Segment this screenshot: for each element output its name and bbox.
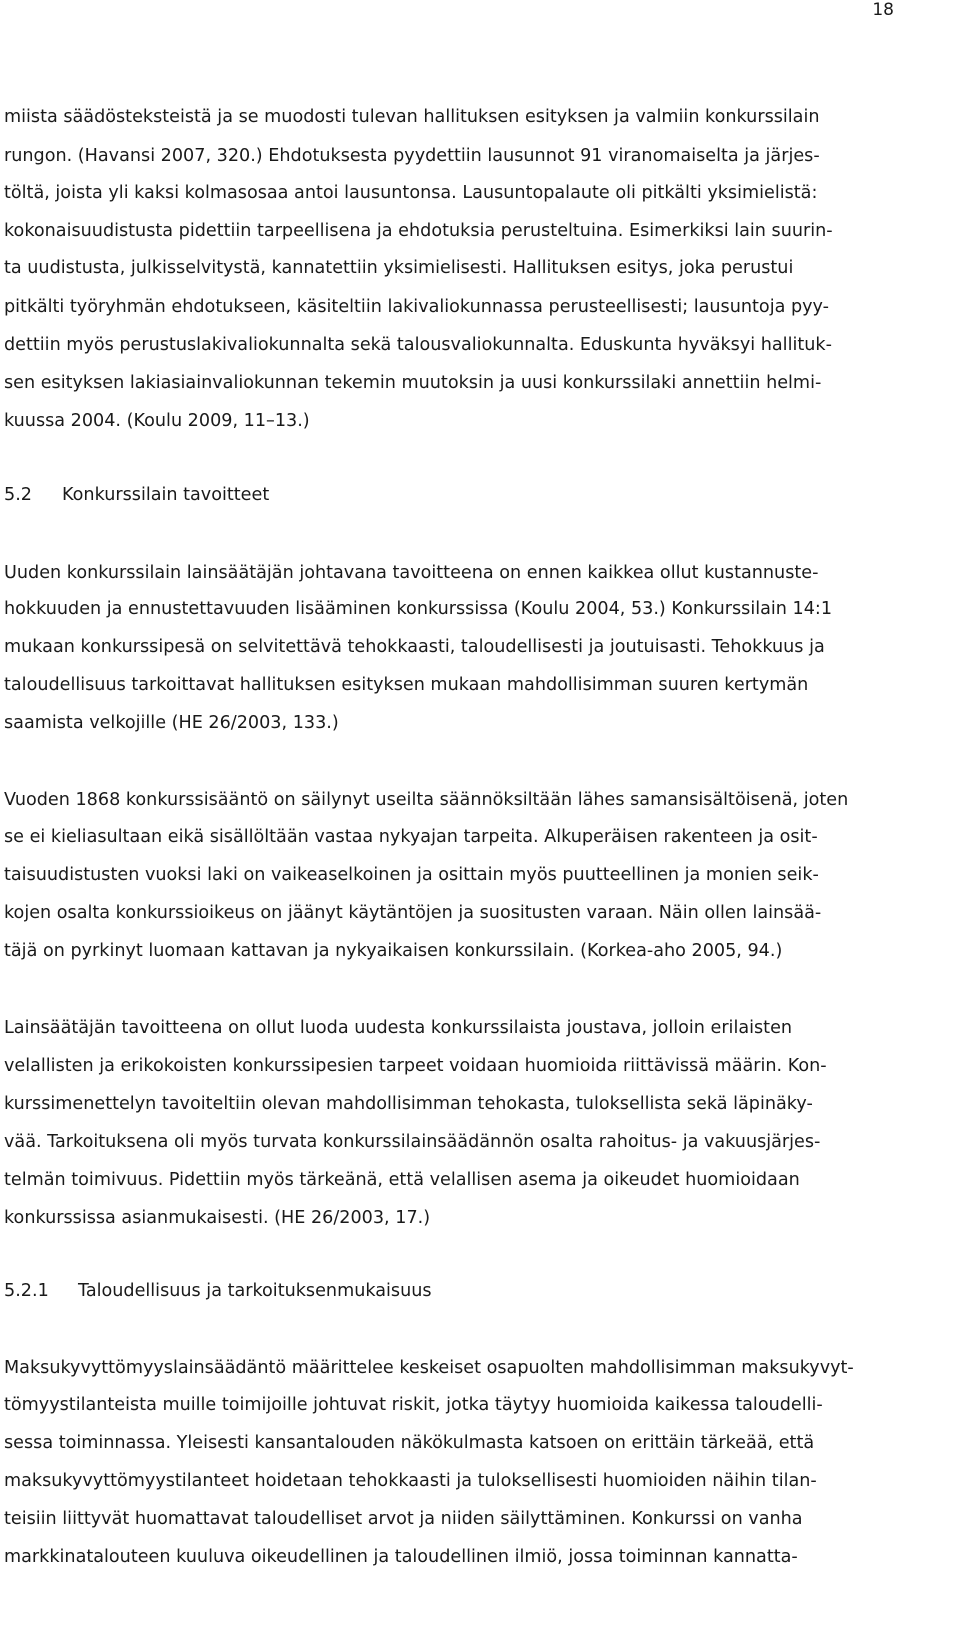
text-line: teisiin liittyvät huomattavat taloudelliset arvot ja niiden säilyttäminen. Konkurssi on vanha — [4, 1509, 803, 1529]
text-line: tömyystilanteista muille toimijoille johtuvat riskit, jotka täytyy huomioida kaikessa taloudelli- — [4, 1395, 823, 1415]
text-line: se ei kieliasultaan eikä sisällöltään vastaa nykyajan tarpeita. Alkuperäisen rakenteen ja osit- — [4, 827, 818, 847]
text-line: täjä on pyrkinyt luomaan kattavan ja nykyaikaisen konkurssilain. (Korkea-aho 2005, 94.) — [4, 941, 783, 961]
section-title: Konkurssilain tavoitteet — [62, 485, 270, 505]
text-line: konkurssissa asianmukaisesti. (HE 26/2003, 17.) — [4, 1208, 431, 1228]
section-number: 5.2.1 — [4, 1281, 49, 1301]
text-line: Vuoden 1868 konkurssisääntö on säilynyt useilta säännöksiltään lähes samansisältöisenä, joten — [4, 790, 849, 810]
text-line: Lainsäätäjän tavoitteena on ollut luoda uudesta konkurssilaista joustava, jolloin erilaisten — [4, 1018, 793, 1038]
text-line: rungon. (Havansi 2007, 320.) Ehdotuksesta pyydettiin lausunnot 91 viranomaiselta ja järjes- — [4, 146, 820, 166]
text-line: Maksukyvyttömyyslainsäädäntö määrittelee keskeiset osapuolten mahdollisimman maksukyvyt- — [4, 1358, 854, 1378]
text-line: ta uudistusta, julkisselvitystä, kannatettiin yksimielisesti. Hallituksen esitys, joka perustui — [4, 258, 794, 278]
page-number: 18 — [872, 0, 894, 20]
text-line: töltä, joista yli kaksi kolmasosaa antoi lausuntonsa. Lausuntopalaute oli pitkälti yksimielistä: — [4, 183, 818, 203]
text-line: telmän toimivuus. Pidettiin myös tärkeänä, että velallisen asema ja oikeudet huomioidaan — [4, 1170, 800, 1190]
text-line: kojen osalta konkurssioikeus on jäänyt käytäntöjen ja suositusten varaan. Näin ollen lainsää- — [4, 903, 822, 923]
text-line: kuussa 2004. (Koulu 2009, 11–13.) — [4, 411, 310, 431]
section-title: Taloudellisuus ja tarkoituksenmukaisuus — [78, 1281, 432, 1301]
text-line: pitkälti työryhmän ehdotukseen, käsiteltiin lakivaliokunnassa perusteellisesti; lausuntoja pyy- — [4, 297, 829, 317]
text-line: maksukyvyttömyystilanteet hoidetaan tehokkaasti ja tuloksellisesti huomioiden näihin tilan- — [4, 1471, 817, 1491]
text-line: sen esityksen lakiasiainvaliokunnan tekemin muutoksin ja uusi konkurssilaki annettiin helmi- — [4, 373, 822, 393]
text-line: kokonaisuudistusta pidettiin tarpeellisena ja ehdotuksia perusteltuina. Esimerkiksi lain suurin- — [4, 221, 833, 241]
section-heading — [4, 484, 269, 506]
text-line: taisuudistusten vuoksi laki on vaikeaselkoinen ja osittain myös puutteellinen ja monien seik- — [4, 865, 819, 885]
section-number: 5.2 — [4, 485, 32, 505]
subsection-heading — [4, 1280, 432, 1302]
text-line: Uuden konkurssilain lainsäätäjän johtavana tavoitteena on ennen kaikkea ollut kustannuste- — [4, 563, 819, 583]
text-line: sessa toiminnassa. Yleisesti kansantalouden näkökulmasta katsoen on erittäin tärkeää, että — [4, 1433, 815, 1453]
text-line: dettiin myös perustuslakivaliokunnalta sekä talousvaliokunnalta. Eduskunta hyväksyi hallituk- — [4, 335, 832, 355]
text-line: vää. Tarkoituksena oli myös turvata konkurssilainsäädännön osalta rahoitus- ja vakuusjärjes- — [4, 1132, 821, 1152]
text-line: miista säädösteksteistä ja se muodosti tulevan hallituksen esityksen ja valmiin konkurssilain — [4, 107, 820, 127]
text-line: saamista velkojille (HE 26/2003, 133.) — [4, 713, 339, 733]
text-line: mukaan konkurssipesä on selvitettävä tehokkaasti, taloudellisesti ja joutuisasti. Tehokkuus ja — [4, 637, 825, 657]
text-line: taloudellisuus tarkoittavat hallituksen esityksen mukaan mahdollisimman suuren kertymän — [4, 675, 809, 695]
text-line: markkinatalouteen kuuluva oikeudellinen ja taloudellinen ilmiö, jossa toiminnan kannatta- — [4, 1547, 798, 1567]
text-line: kurssimenettelyn tavoiteltiin olevan mahdollisimman tehokasta, tuloksellista sekä läpinäky- — [4, 1094, 813, 1114]
text-line: hokkuuden ja ennustettavuuden lisääminen konkurssissa (Koulu 2004, 53.) Konkurssilain 14:1 — [4, 599, 833, 619]
text-line: velallisten ja erikokoisten konkurssipesien tarpeet voidaan huomioida riittävissä määrin. Kon- — [4, 1056, 827, 1076]
